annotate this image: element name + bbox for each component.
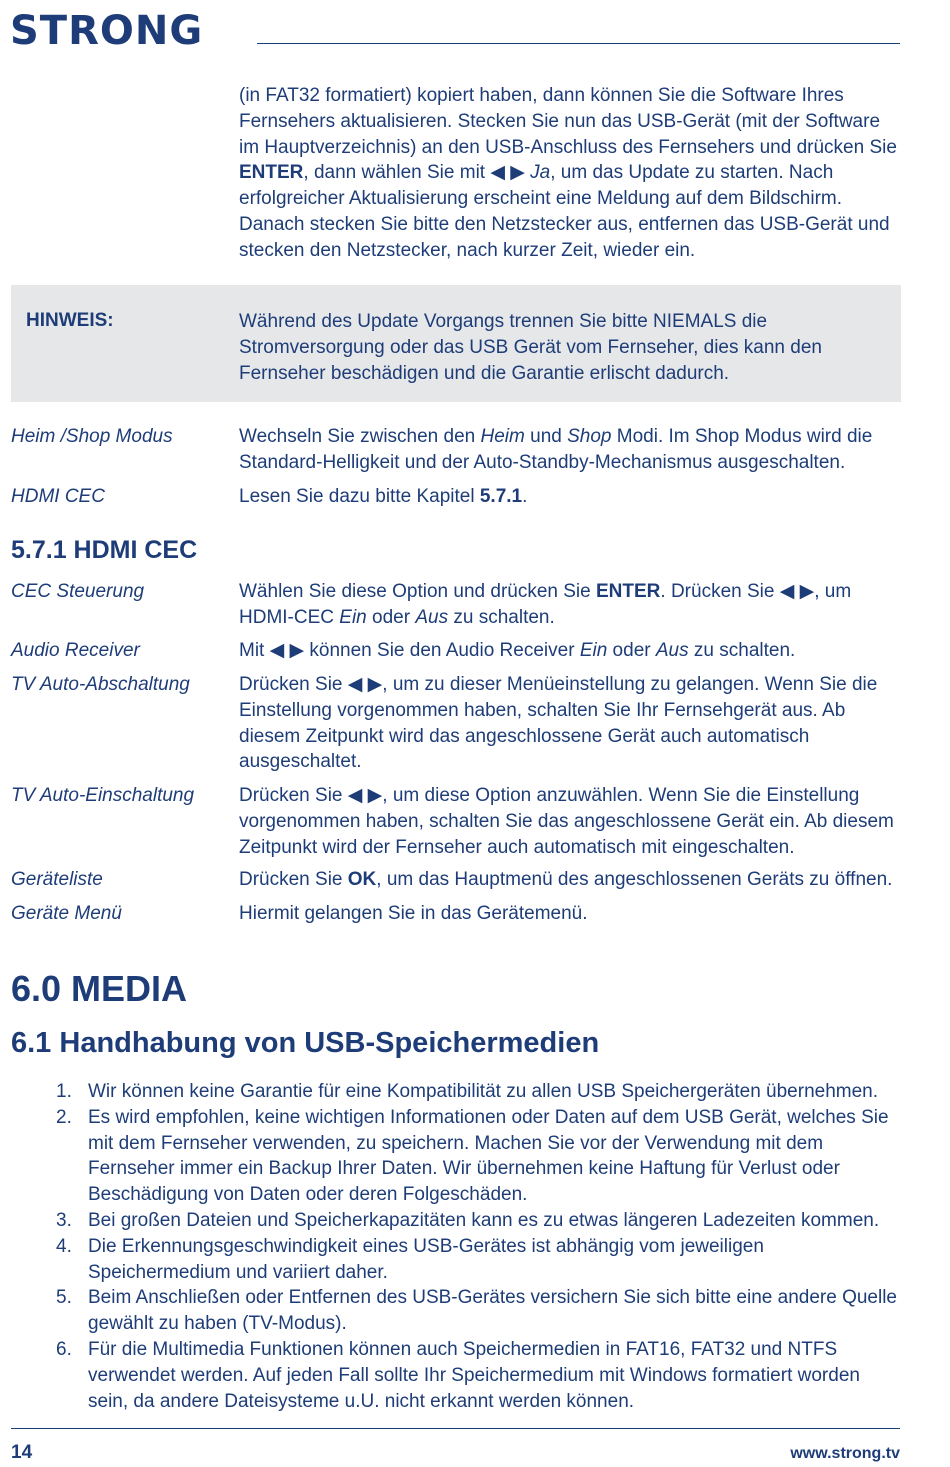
geraete-menu-text: Hiermit gelangen Sie in das Gerätemenü. <box>239 903 588 924</box>
heim-shop-text: Wechseln Sie zwischen den Heim und Shop Modi. Im Shop Modus wird die Standard-Helligkeit und der Auto-Standby-Mechanismus ausgeschalten. <box>239 426 873 473</box>
strong-logo: STRONG <box>10 8 204 54</box>
geraeteliste-label: Geräteliste <box>11 869 103 890</box>
heim-shop-label: Heim /Shop Modus <box>11 426 173 447</box>
left-right-arrows-icon: ◀ ▶ <box>347 785 383 806</box>
hdmi-cec-text: Lesen Sie dazu bitte Kapitel 5.7.1. <box>239 486 528 507</box>
cec-steuerung-label: CEC Steuerung <box>11 581 145 602</box>
left-right-arrows-icon: ◀ ▶ <box>490 162 525 184</box>
geraeteliste-text: Drücken Sie OK, um das Hauptmenü des angeschlossenen Geräts zu öffnen. <box>239 869 893 890</box>
header-rule <box>257 43 900 44</box>
cec-steuerung-text: Wählen Sie diese Option und drücken Sie ENTER. Drücken Sie ◀ ▶, um HDMI-CEC Ein oder Aus zu schalten. <box>239 581 852 628</box>
section-60-heading: 6.0 MEDIA <box>11 968 188 1009</box>
section-61-heading: 6.1 Handhabung von USB-Speichermedien <box>11 1027 600 1059</box>
hdmi-cec-label: HDMI CEC <box>11 486 105 507</box>
list-item: 4. Die Erkennungsgeschwindigkeit eines USB-Gerätes ist abhängig vom jeweiligen Speichermedium und variiert daher. <box>56 1235 764 1283</box>
tv-auto-on-text: Drücken Sie ◀ ▶, um diese Option anzuwählen. Wenn Sie die Einstellung vorgenommen haben, schalten Sie das angeschlossene Gerät ein. Ab diesem Zeitpunkt wird der Fernseher auch automatisch mit eingeschalten. <box>239 785 894 858</box>
left-right-arrows-icon: ◀ ▶ <box>779 581 815 602</box>
list-item: 3. Bei großen Dateien und Speicherkapazitäten kann es zu etwas längeren Ladezeiten kommen. <box>56 1209 880 1231</box>
intro-paragraph: (in FAT32 formatiert) kopiert haben, dann können Sie die Software Ihres Fernsehers aktualisieren. Stecken Sie nun das USB-Gerät (mit der Software im Hauptverzeichnis) an den USB-Anschluss des Fernsehers und drücken Sie ENTER, dann wählen Sie mit ◀ ▶ Ja, um das Update zu starten. Nach erfolgreicher Aktualisierung erscheint eine Meldung auf dem Bildschirm. Danach stecken Sie bitte den Netzstecker aus, entfernen das USB-Gerät und stecken den Netzstecker, nach kurzer Zeit, wieder ein. <box>239 85 897 261</box>
left-right-arrows-icon: ◀ ▶ <box>347 674 383 695</box>
website-link[interactable]: www.strong.tv <box>790 1445 900 1462</box>
list-item: 6. Für die Multimedia Funktionen können auch Speichermedien in FAT16, FAT32 und NTFS verwendet werden. Auf jeden Fall sollte Ihr Speichermedium mit Windows formatiert worden sein, da andere Dateisysteme u.U. nicht erkannt werden können. <box>56 1338 860 1412</box>
left-right-arrows-icon: ◀ ▶ <box>269 640 305 661</box>
tv-auto-off-label: TV Auto-Abschaltung <box>11 674 190 695</box>
geraete-menu-label: Geräte Menü <box>11 903 122 924</box>
usb-notes-list <box>0 1079 900 1414</box>
audio-receiver-text: Mit ◀ ▶ können Sie den Audio Receiver Ein oder Aus zu schalten. <box>239 640 796 661</box>
audio-receiver-label: Audio Receiver <box>11 640 140 661</box>
page-number: 14 <box>11 1442 33 1463</box>
note-text: Während des Update Vorgangs trennen Sie bitte NIEMALS die Stromversorgung oder das USB Gerät vom Fernseher, dies kann den Fernseher beschädigen und die Garantie erlischt dadurch. <box>239 311 822 384</box>
tv-auto-off-text: Drücken Sie ◀ ▶, um zu dieser Menüeinstellung zu gelangen. Wenn Sie die Einstellung vorgenommen haben, schalten Sie Ihr Fernsehgerät aus. Ab diesem Zeitpunkt wird das angeschlossene Gerät auch automatisch ausgeschaltet. <box>239 674 878 773</box>
tv-auto-on-label: TV Auto-Einschaltung <box>11 785 195 806</box>
footer-rule <box>11 1428 900 1429</box>
list-item: 5. Beim Anschließen oder Entfernen des USB-Gerätes versichern Sie sich bitte eine andere Quelle gewählt zu haben (TV-Modus). <box>56 1287 897 1335</box>
note-label: HINWEIS: <box>26 310 114 331</box>
list-item: 2. Es wird empfohlen, keine wichtigen Informationen oder Daten auf dem USB Gerät, welches Sie mit dem Fernseher verwenden, zu speichern. Machen Sie vor der Verwendung mit dem Fernseher immer ein Backup Ihrer Daten. Wir übernehmen keine Haftung für Verlust oder Beschädigung von Daten oder deren Folgeschäden. <box>56 1106 889 1206</box>
section-571-heading: 5.7.1 HDMI CEC <box>11 536 198 564</box>
list-item: 1. Wir können keine Garantie für eine Kompatibilität zu allen USB Speichergeräten übernehmen. <box>56 1081 879 1102</box>
